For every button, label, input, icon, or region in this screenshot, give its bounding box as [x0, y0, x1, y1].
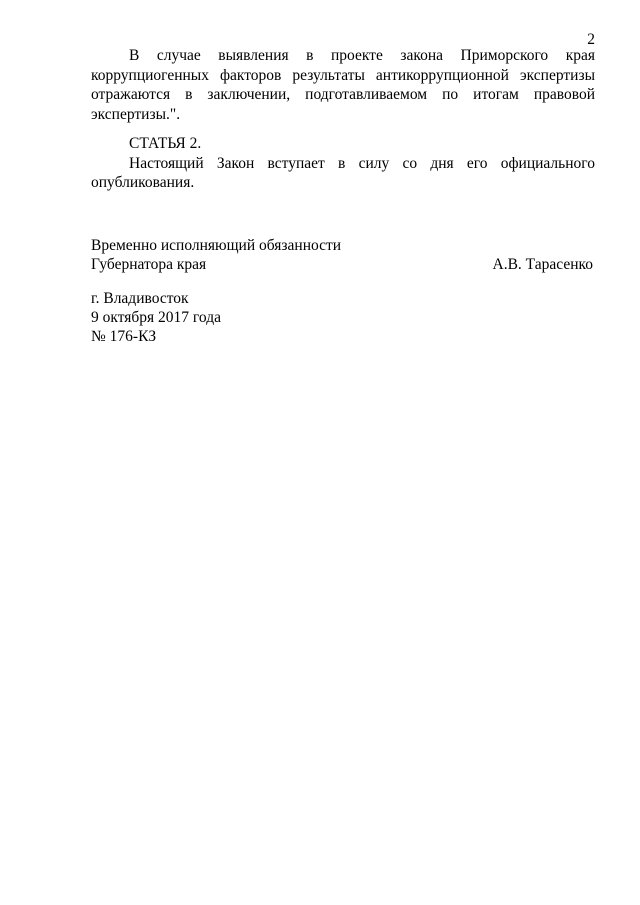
adoption-details — [91, 289, 221, 346]
paragraph-line: опубликования. — [91, 174, 195, 191]
signatory-position: Временно исполняющий обязанности — [91, 237, 342, 254]
continuation-paragraph — [91, 46, 595, 124]
paragraph-line: Настоящий Закон вступает в силу со дня его официального — [129, 154, 595, 172]
adoption-date: 9 октября 2017 года — [91, 309, 221, 326]
paragraph-line: В случае выявления в проекте закона Приморского края — [129, 47, 595, 64]
paragraph-line: отражаются в заключении, подготавливаемом по итогам правовой — [91, 86, 595, 103]
page-number: 2 — [587, 31, 595, 48]
paragraph-line: коррупциогенных факторов результаты антикоррупционной экспертизы — [91, 66, 595, 84]
signatory-position: Губернатора края — [91, 256, 207, 273]
article-2 — [91, 134, 595, 193]
signature-block — [91, 236, 593, 274]
law-number: № 176-КЗ — [91, 328, 157, 345]
paragraph-line: экспертизы.". — [91, 105, 181, 123]
adoption-city: г. Владивосток — [91, 290, 189, 307]
signatory-name: А.В. Тарасенко — [492, 256, 593, 273]
article-heading: СТАТЬЯ 2. — [129, 135, 202, 152]
